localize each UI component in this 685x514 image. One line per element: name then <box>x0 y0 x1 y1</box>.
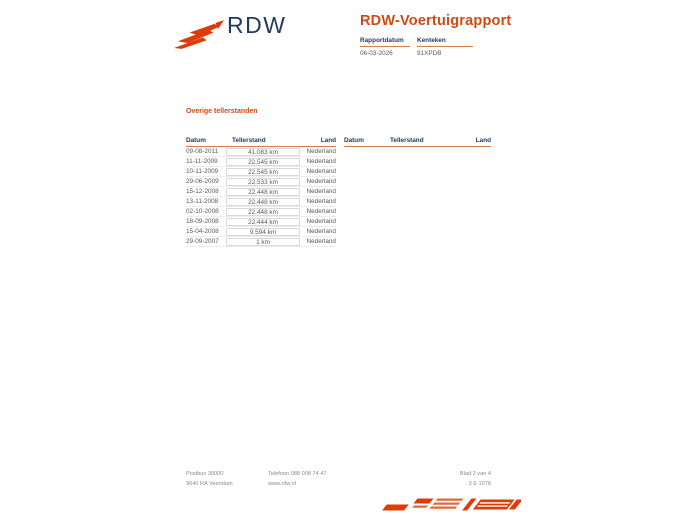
cell-land: Nederland <box>306 208 336 215</box>
kenteken-value: 91XPDB <box>417 49 442 57</box>
tellerstanden-table-2 <box>344 137 491 147</box>
tellerstand-value-box: 22.533 km <box>226 178 300 186</box>
section-heading-overige-tellerstanden: Overige tellerstanden <box>186 108 258 115</box>
cell-land: Nederland <box>306 218 336 225</box>
footer-address <box>186 469 233 489</box>
column-header-land-2: Land <box>475 137 491 144</box>
cell-tellerstand <box>226 148 300 156</box>
footer-page-info <box>400 469 491 489</box>
cell-datum: 29-09-2007 <box>186 238 219 245</box>
cell-land: Nederland <box>306 178 336 185</box>
tellerstand-value-box: 22.545 km <box>226 158 300 166</box>
table-row <box>186 187 336 197</box>
cell-tellerstand <box>226 228 300 236</box>
cell-tellerstand <box>226 168 300 176</box>
cell-tellerstand <box>226 218 300 226</box>
cell-land: Nederland <box>306 188 336 195</box>
footer-page-number: Blad 2 van 4 <box>459 471 491 477</box>
table-header-row <box>186 137 336 147</box>
tellerstand-value-box: 9.594 km <box>226 228 300 236</box>
cell-tellerstand <box>226 198 300 206</box>
tellerstand-value-box: 22.448 km <box>226 198 300 206</box>
cell-tellerstand <box>226 178 300 186</box>
footer-address-line2: 9640 RA Veendam <box>186 481 233 487</box>
table-row <box>186 227 336 237</box>
cell-datum: 29-06-2009 <box>186 178 219 185</box>
cell-datum: 13-11-2008 <box>186 198 219 205</box>
tellerstand-value-box: 22.448 km <box>226 208 300 216</box>
rdw-flag-graphic <box>371 496 521 513</box>
cell-tellerstand <box>226 238 300 246</box>
cell-datum: 18-09-2008 <box>186 218 219 225</box>
cell-land: Nederland <box>306 198 336 205</box>
footer-form-code: 3 E 1078 <box>468 481 491 487</box>
table-row <box>186 157 336 167</box>
table-row <box>186 207 336 217</box>
table-row <box>186 147 336 157</box>
tellerstand-value-box: 22.448 km <box>226 188 300 196</box>
table-row <box>186 197 336 207</box>
column-header-tellerstand: Tellerstand <box>232 137 266 144</box>
kenteken-label: Kenteken <box>417 37 473 47</box>
footer-phone: Telefoon 088 008 74 47 <box>268 471 327 477</box>
rapportdatum-field <box>360 37 410 57</box>
cell-tellerstand <box>226 188 300 196</box>
cell-datum: 09-08-2011 <box>186 148 219 155</box>
table-2-header-row <box>344 137 491 147</box>
table-body <box>186 147 336 247</box>
cell-datum: 10-11-2009 <box>186 168 219 175</box>
footer-address-line1: Postbus 30000 <box>186 471 224 477</box>
kenteken-field <box>417 37 473 57</box>
table-row <box>186 167 336 177</box>
tellerstanden-table <box>186 137 336 247</box>
table-row <box>186 177 336 187</box>
cell-land: Nederland <box>306 228 336 235</box>
cell-land: Nederland <box>306 158 336 165</box>
rdw-logo-icon <box>174 20 224 49</box>
tellerstand-value-box: 1 km <box>226 238 300 246</box>
column-header-datum: Datum <box>186 137 206 144</box>
rdw-logo-text: RDW <box>227 12 287 38</box>
rapportdatum-label: Rapportdatum <box>360 37 410 47</box>
tellerstand-value-box: 22.545 km <box>226 168 300 176</box>
cell-datum: 02-10-2008 <box>186 208 219 215</box>
cell-datum: 11-11-2009 <box>186 158 218 165</box>
table-row <box>186 237 336 247</box>
column-header-datum-2: Datum <box>344 137 364 144</box>
cell-tellerstand <box>226 208 300 216</box>
cell-land: Nederland <box>306 148 336 155</box>
rapportdatum-value: 06-03-2026 <box>360 49 393 57</box>
table-row <box>186 217 336 227</box>
tellerstand-value-box: 22.444 km <box>226 218 300 226</box>
cell-datum: 15-04-2008 <box>186 228 219 235</box>
column-header-tellerstand-2: Tellerstand <box>390 137 424 144</box>
cell-land: Nederland <box>306 168 336 175</box>
tellerstand-value-box: 41.083 km <box>226 148 300 156</box>
column-header-land: Land <box>320 137 336 144</box>
cell-tellerstand <box>226 158 300 166</box>
cell-datum: 15-12-2008 <box>186 188 219 195</box>
report-meta <box>360 37 473 57</box>
footer-website-link[interactable]: www.rdw.nl <box>268 481 296 487</box>
footer-contact <box>268 469 326 489</box>
report-title: RDW-Voertuigrapport <box>360 13 512 29</box>
cell-land: Nederland <box>306 238 336 245</box>
